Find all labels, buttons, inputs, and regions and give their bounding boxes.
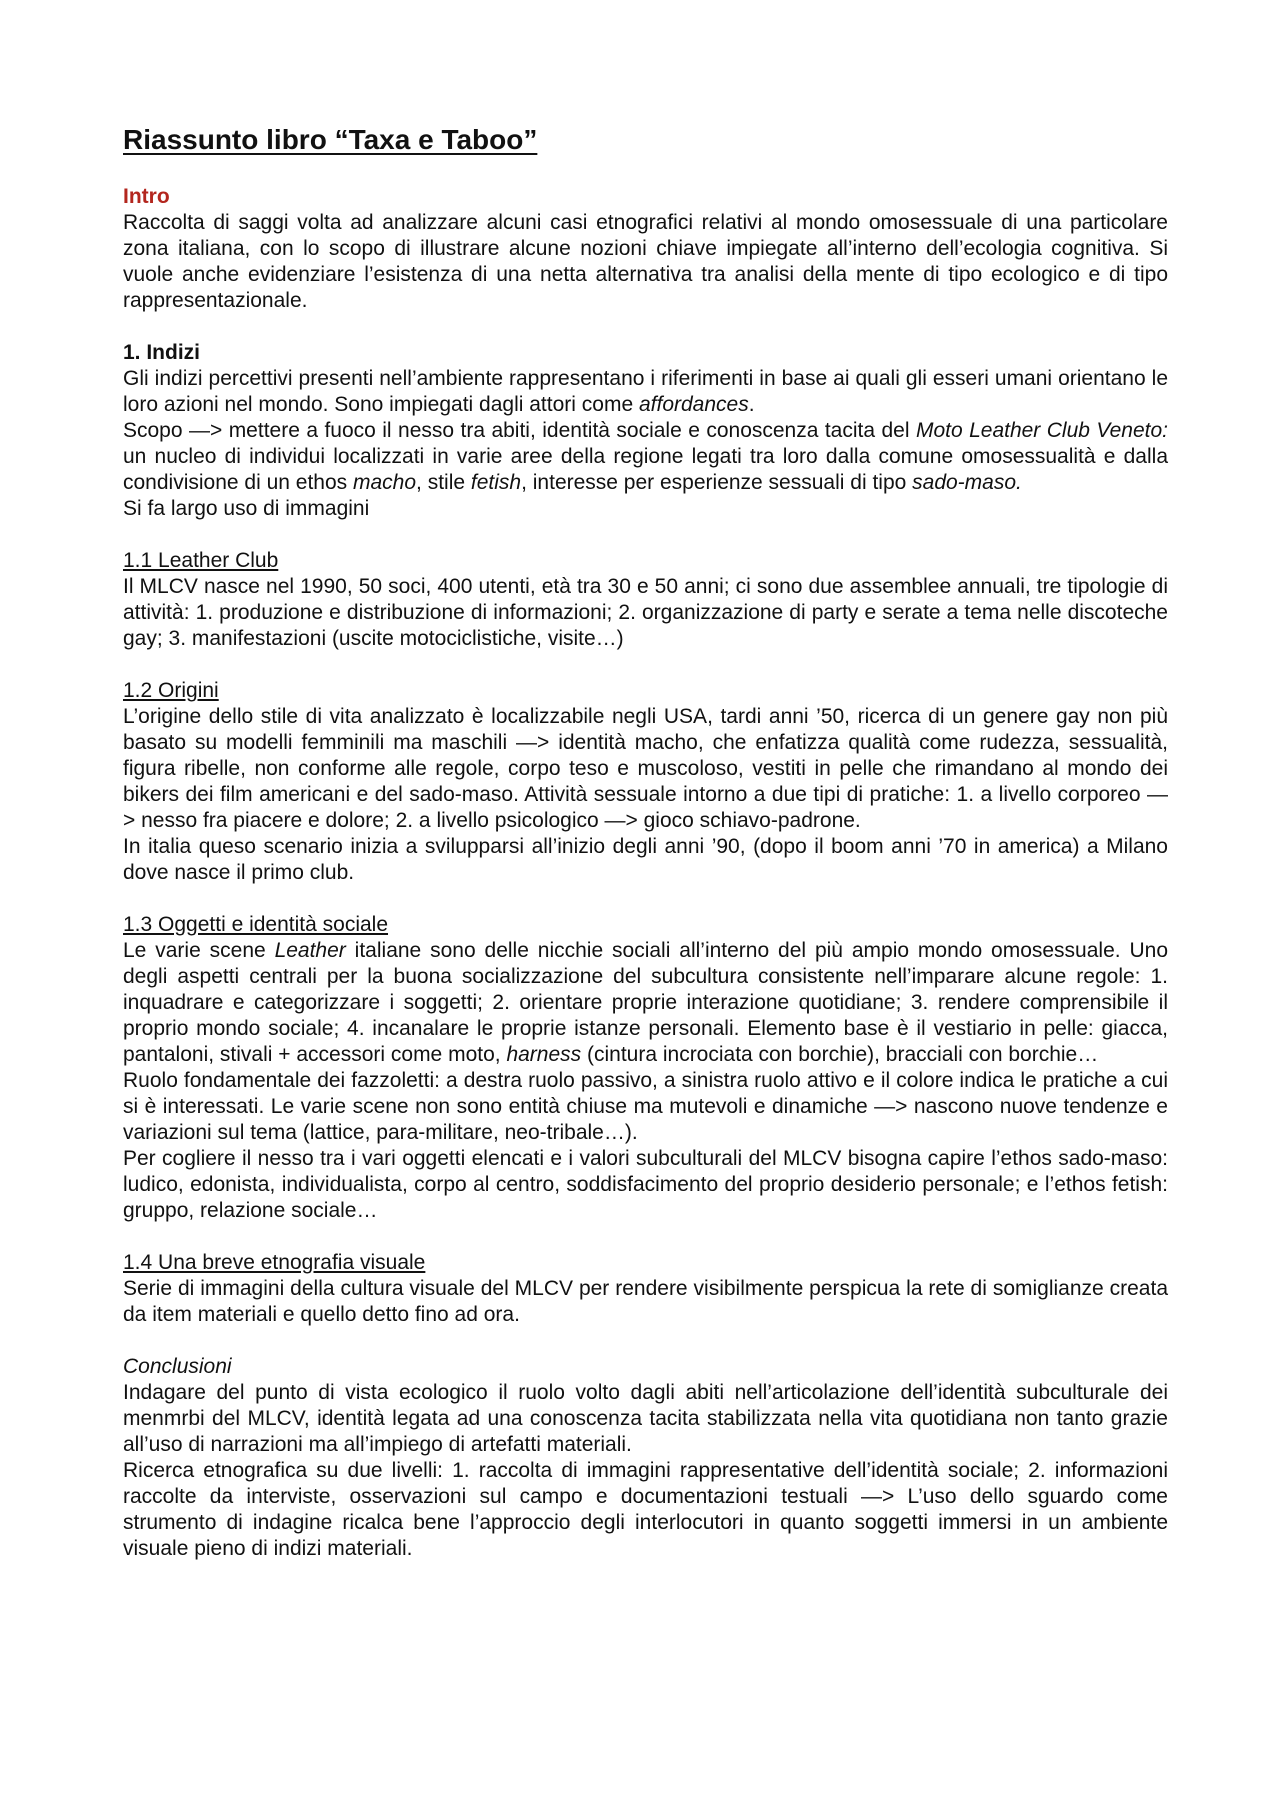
section-1-paragraph-3: Si fa largo uso di immagini [123,497,370,520]
section-1-4-paragraph: Serie di immagini della cultura visuale del MLCV per rendere visibilmente perspicua la rete di somiglianze creata da item materiali e quello detto fino ad ora. [123,1277,1168,1326]
conclusions-paragraph-2: Ricerca etnografica su due livelli: 1. raccolta di immagini rappresentative dell’identità sociale; 2. informazioni raccolte da interviste, osservazioni sul campo e documentazioni testuali —> L’uso dello sguardo come strumento di indagine ricalca bene l’approccio degli interlocutori in quanto soggetti immersi in un ambiente visuale pieno di indizi materiali. [123,1459,1168,1560]
document-title: Riassunto libro “Taxa e Taboo” [123,124,538,155]
section-1-2-paragraph-1: L’origine dello stile di vita analizzato è localizzabile negli USA, tardi anni ’50, ricerca di un genere gay non più basato su modelli femminili ma maschili —> identità macho, che enfatizza qualità come rudezza, sessualità, figura ribelle, non conforme alle regole, corpo teso e muscoloso, vestiti in pelle che rimandano al mondo dei bikers dei film americani e del sado-maso. Attività sessuale intorno a due tipi di pratiche: 1. a livello corporeo —> nesso fra piacere e dolore; 2. a livello psicologico —> gioco schiavo-padrone. [123,705,1168,832]
section-1-1-heading: 1.1 Leather Club [123,549,279,572]
intro-paragraph: Raccolta di saggi volta ad analizzare alcuni casi etnografici relativi al mondo omosessuale di una particolare zona italiana, con lo scopo di illustrare alcune nozioni chiave impiegate all’interno dell’ecologia cognitiva. Si vuole anche evidenziare l’esistenza di una netta alternativa tra analisi della mente di tipo ecologico e di tipo rappresentazionale. [123,211,1168,312]
conclusions-paragraph-1: Indagare del punto di vista ecologico il ruolo volto dagli abiti nell’articolazione dell’identità subculturale dei menmrbi del MLCV, identità legata ad una conoscenza tacita stabilizzata nella vita quotidiana non tanto grazie all’uso di narrazioni ma all’impiego di artefatti materiali. [123,1381,1168,1456]
section-1-paragraph-2: Scopo —> mettere a fuoco il nesso tra abiti, identità sociale e conoscenza tacita del Moto Leather Club Veneto: un nucleo di individui localizzati in varie aree della regione legati tra loro dalla comune omosessualità e dalla condivisione di un ethos macho, stile fetish, interesse per esperienze sessuali di tipo sado-maso. [123,419,1168,494]
section-1-2-heading: 1.2 Origini [123,679,219,702]
section-1-paragraph-1: Gli indizi percettivi presenti nell’ambiente rappresentano i riferimenti in base ai quali gli esseri umani orientano le loro azioni nel mondo. Sono impiegati dagli attori come affordances. [123,367,1168,416]
section-1-1-paragraph: Il MLCV nasce nel 1990, 50 soci, 400 utenti, età tra 30 e 50 anni; ci sono due assemblee annuali, tre tipologie di attività: 1. produzione e distribuzione di informazioni; 2. organizzazione di party e serate a tema nelle discoteche gay; 3. manifestazioni (uscite motociclistiche, visite…) [123,575,1168,650]
conclusions-heading: Conclusioni [123,1355,232,1378]
intro-heading: Intro [123,185,170,208]
section-1-4-heading: 1.4 Una breve etnografia visuale [123,1251,426,1274]
section-1-2-paragraph-2: In italia queso scenario inizia a svilupparsi all’inizio degli anni ’90, (dopo il boom anni ’70 in america) a Milano dove nasce il primo club. [123,835,1168,884]
section-1-3-paragraph-2: Ruolo fondamentale dei fazzoletti: a destra ruolo passivo, a sinistra ruolo attivo e il colore indica le pratiche a cui si è interessati. Le varie scene non sono entità chiuse ma mutevoli e dinamiche —> nascono nuove tendenze e variazioni sul tema (lattice, para-militare, neo-tribale…). [123,1069,1168,1144]
section-1-3-paragraph-3: Per cogliere il nesso tra i vari oggetti elencati e i valori subculturali del MLCV bisogna capire l’ethos sado-maso: ludico, edonista, individualista, corpo al centro, soddisfacimento del proprio desiderio personale; e l’ethos fetish: gruppo, relazione sociale… [123,1147,1168,1222]
section-1-3-paragraph-1: Le varie scene Leather italiane sono delle nicchie sociali all’interno del più ampio mondo omosessuale. Uno degli aspetti centrali per la buona socializzazione del subcultura consistente nell’imparare alcune regole: 1. inquadrare e categorizzare i soggetti; 2. orientare proprie interazione quotidiane; 3. rendere comprensibile il proprio mondo sociale; 4. incanalare le proprie istanze personali. Elemento base è il vestiario in pelle: giacca, pantaloni, stivali + accessori come moto, harness (cintura incrociata con borchie), bracciali con borchie… [123,939,1168,1066]
section-1-heading: 1. Indizi [123,341,201,364]
section-1-3-heading: 1.3 Oggetti e identità sociale [123,913,389,936]
